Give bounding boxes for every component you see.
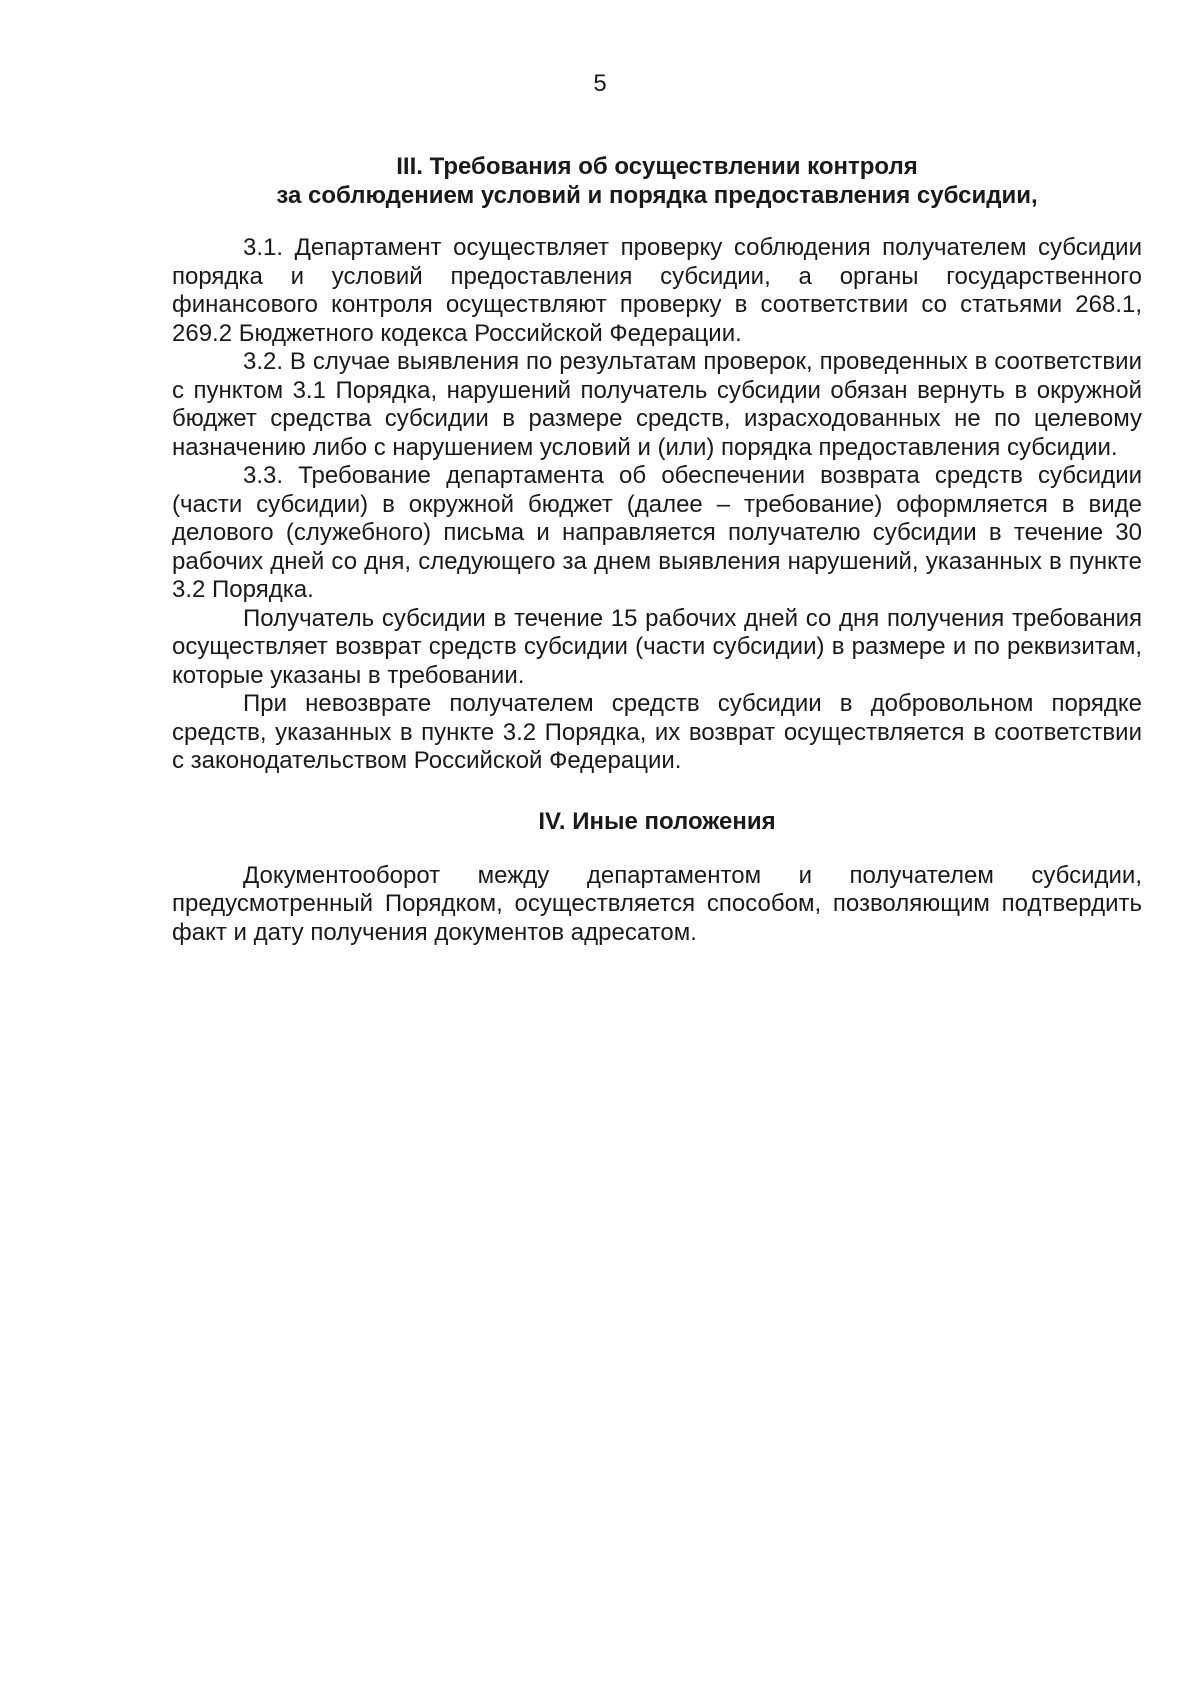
- paragraph-3-2: 3.2. В случае выявления по результатам проверок, проведенных в соответствии с пунктом 3.1 Порядка, нарушений получатель субсидии обязан вернуть в окружной бюджет средства субсидии в размере средств, израсходованных не по целевому назначению либо с нарушением условий и (или) порядка предоставления субсидии.: [172, 348, 1142, 461]
- paragraph-4-1: Документооборот между департаментом и получателем субсидии, предусмотренный Порядком, осуществляется способом, позволяющим подтвердить факт и дату получения документов адресатом.: [172, 861, 1142, 946]
- section-3-title-line-1: III. Требования об осуществлении контроля: [396, 153, 918, 180]
- paragraph-3-3-recipient-return: Получатель субсидии в течение 15 рабочих дней со дня получения требования осуществляет возврат средств субсидии (части субсидии) в размере и по реквизитам, которые указаны в требовании.: [172, 604, 1142, 689]
- paragraph-3-3: 3.3. Требование департамента об обеспечении возврата средств субсидии (части субсидии) в окружной бюджет (далее – требование) оформляется в виде делового (служебного) письма и направляется получателю субсидии в течение 30 рабочих дней со дня, следующего за днем выявления нарушений, указанных в пункте 3.2 Порядка.: [172, 462, 1142, 603]
- document-body: [172, 152, 1142, 947]
- page-number: 5: [593, 70, 607, 97]
- section-3-title-line-2: за соблюдением условий и порядка предоставления субсидии,: [276, 182, 1038, 209]
- paragraph-3-3-non-return: При невозврате получателем средств субсидии в добровольном порядке средств, указанных в пункте 3.2 Порядка, их возврат осуществляется в соответствии с законодательством Российской Федерации.: [172, 690, 1142, 774]
- paragraph-3-1: 3.1. Департамент осуществляет проверку соблюдения получателем субсидии порядка и условий предоставления субсидии, а органы государственного финансового контроля осуществляют проверку в соответствии со статьями 268.1, 269.2 Бюджетного кодекса Российской Федерации.: [172, 234, 1142, 347]
- section-3-title: [172, 152, 1142, 210]
- section-4-title: IV. Иные положения: [538, 807, 776, 835]
